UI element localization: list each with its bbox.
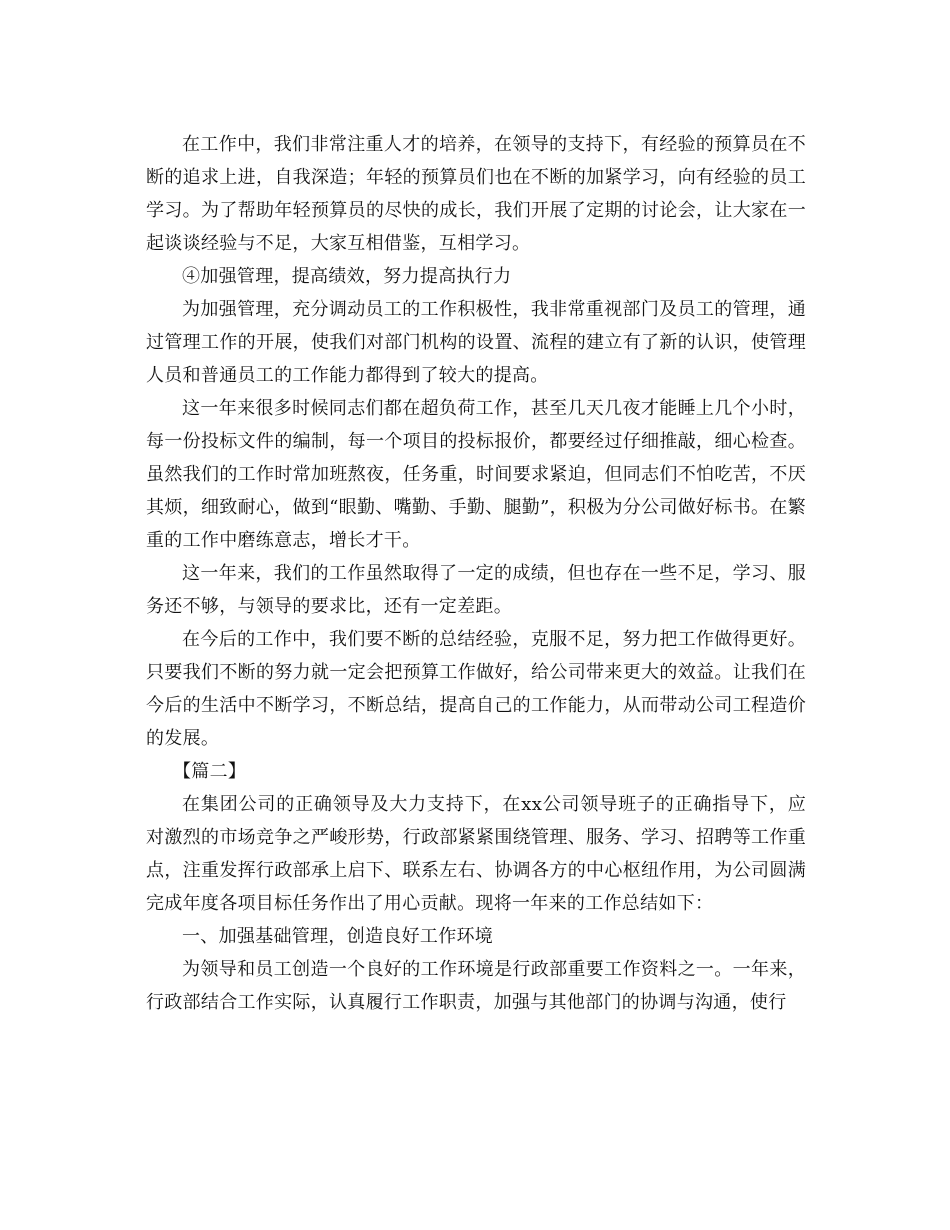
paragraph-shortcomings: 这一年来，我们的工作虽然取得了一定的成绩，但也存在一些不足，学习、服务还不够，与领导的要求比，还有一定差距。 — [146, 563, 806, 617]
paragraph-management: 为加强管理，充分调动员工的工作积极性，我非常重视部门及员工的管理，通过管理工作的开展，使我们对部门机构的设置、流程的建立有了新的认识，使管理人员和普通员工的工作能力都得到了较大的提高。 — [146, 299, 806, 386]
document-body — [146, 128, 806, 1019]
paragraph-future-work: 在今后的工作中，我们要不断的总结经验，克服不足，努力把工作做得更好。只要我们不断的努力就一定会把预算工作做好，给公司带来更大的效益。让我们在今后的生活中不断学习，不断总结，提高自己的工作能力，从而带动公司工程造价的发展。 — [146, 629, 806, 749]
section-title-part-two: 【篇二】 — [173, 761, 247, 782]
heading-strengthen-management: ④加强管理，提高绩效，努力提高执行力 — [182, 266, 512, 287]
paragraph-overtime-work: 这一年来很多时候同志们都在超负荷工作，甚至几天几夜才能睡上几个小时，每一份投标文件的编制，每一个项目的投标报价，都要经过仔细推敲，细心检查。虽然我们的工作时常加班熬夜，任务重，时间要求紧迫，但同志们不怕吃苦，不厌其烦，细致耐心，做到“眼勤、嘴勤、手勤、腿勤”，积极为分公司做好标书。在繁重的工作中磨练意志，增长才干。 — [146, 398, 806, 551]
paragraph-work-environment: 为领导和员工创造一个良好的工作环境是行政部重要工作资料之一。一年来，行政部结合工作实际，认真履行工作职责，加强与其他部门的协调与沟通，使行 — [146, 959, 806, 1013]
paragraph-talent-training: 在工作中，我们非常注重人才的培养，在领导的支持下，有经验的预算员在不断的追求上进，自我深造；年轻的预算员们也在不断的加紧学习，向有经验的员工学习。为了帮助年轻预算员的尽快的成长，我们开展了定期的讨论会，让大家在一起谈谈经验与不足，大家互相借鉴，互相学习。 — [146, 134, 806, 254]
heading-basic-management: 一、加强基础管理，创造良好工作环境 — [182, 926, 494, 947]
paragraph-group-leadership: 在集团公司的正确领导及大力支持下，在xx公司领导班子的正确指导下，应对激烈的市场竞争之严峻形势，行政部紧紧围绕管理、服务、学习、招聘等工作重点，注重发挥行政部承上启下、联系左右、协调各方的中心枢纽作用，为公司圆满完成年度各项目标任务作出了用心贡献。现将一年来的工作总结如下： — [146, 794, 806, 914]
